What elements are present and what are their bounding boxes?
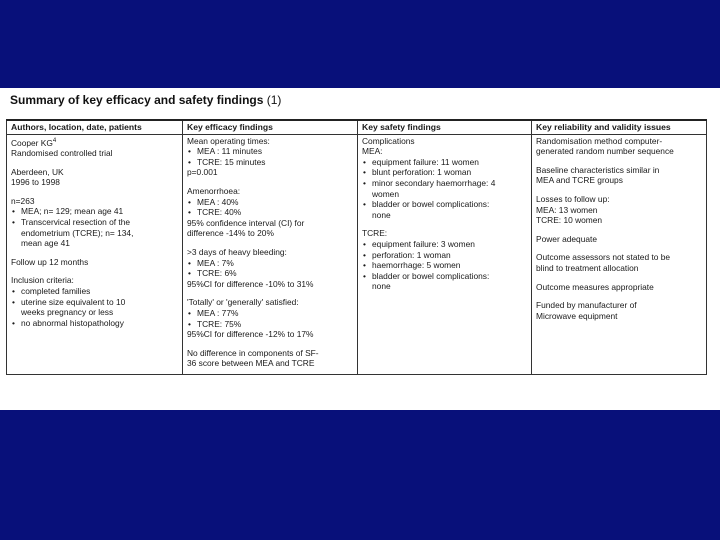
mot-tcre: • TCRE: 15 minutes (187, 157, 353, 168)
amen-ci-1: 95% confidence interval (CI) for (187, 217, 305, 228)
baseline-1: Baseline characteristics similar in (536, 164, 660, 175)
group-tcre-cont2: mean age 41 (21, 238, 70, 249)
mea-complication: • bladder or bowel complications: (362, 199, 527, 210)
sat-ci: 95%CI for difference -12% to 17% (187, 329, 314, 340)
inclusion-item: • uterine size equivalent to 10 (11, 297, 178, 308)
study-author (11, 136, 178, 148)
blinding-2: blind to treatment allocation (536, 262, 639, 273)
randomisation-1: Randomisation method computer- (536, 135, 663, 146)
tcre-complication: • perforation: 1 woman (362, 250, 527, 261)
study-location: Aberdeen, UK (11, 166, 64, 177)
header-reliability: Key reliability and validity issues (532, 120, 707, 134)
slide-content-panel (0, 88, 720, 410)
blinding-1: Outcome assessors not stated to be (536, 252, 671, 263)
table-row (7, 134, 707, 374)
cell-safety (358, 134, 532, 374)
mea-complication: • minor secondary haemorrhage: 4 (362, 178, 527, 189)
mot-mea: • MEA : 11 minutes (187, 146, 353, 157)
outcome-measures: Outcome measures appropriate (536, 281, 654, 292)
mea-complication-cont: women (372, 188, 399, 199)
funding-2: Microwave equipment (536, 310, 618, 321)
amen-ci-2: difference -14% to 20% (187, 228, 274, 239)
tcre-complication: • bladder or bowel complications: (362, 271, 527, 282)
tcre-complication-cont: none (372, 281, 391, 292)
cell-reliability (532, 134, 707, 374)
header-efficacy: Key efficacy findings (183, 120, 358, 134)
sat-mea: • MEA : 77% (187, 308, 353, 319)
losses-tcre: TCRE: 10 women (536, 215, 603, 226)
header-safety: Key safety findings (358, 120, 532, 134)
mea-complication: • equipment failure: 11 women (362, 157, 527, 168)
slide-title-text: Summary of key efficacy and safety findings (10, 93, 264, 107)
inclusion-item: • completed families (11, 286, 178, 297)
tcre-complication: • equipment failure: 3 women (362, 239, 527, 250)
complications-heading: Complications (362, 135, 415, 146)
mea-complication-cont: none (372, 209, 391, 220)
inclusion-item-cont: weeks pregnancy or less (21, 307, 114, 318)
study-design: Randomised controlled trial (11, 147, 113, 158)
amen-heading: Amenorrhoea: (187, 185, 241, 196)
sat-heading: 'Totally' or 'generally' satisfied: (187, 297, 299, 308)
group-tcre: • Transcervical resection of the (11, 217, 178, 228)
cell-efficacy (183, 134, 358, 374)
heavy-mea: • MEA : 7% (187, 258, 353, 269)
tcre-heading: TCRE: (362, 228, 388, 239)
funding-1: Funded by manufacturer of (536, 300, 637, 311)
amen-tcre: • TCRE: 40% (187, 207, 353, 218)
sat-tcre: • TCRE: 75% (187, 319, 353, 330)
slide-title (10, 93, 281, 107)
author-reference: 4 (52, 137, 57, 144)
inclusion-item: • no abnormal histopathology (11, 318, 178, 329)
inclusion-heading: Inclusion criteria: (11, 275, 74, 286)
sf36-line-1: No difference in components of SF- (187, 347, 319, 358)
author-name: Cooper KG (11, 137, 53, 148)
heavy-ci: 95%CI for difference -10% to 31% (187, 278, 314, 289)
mot-heading: Mean operating times: (187, 135, 270, 146)
tcre-complication: • haemorrhage: 5 women (362, 260, 527, 271)
findings-table (6, 119, 707, 375)
group-mea: • MEA; n= 129; mean age 41 (11, 206, 178, 217)
amen-mea: • MEA : 40% (187, 197, 353, 208)
baseline-2: MEA and TCRE groups (536, 175, 623, 186)
cell-authors (7, 134, 183, 374)
sf36-line-2: 36 score between MEA and TCRE (187, 358, 315, 369)
group-tcre-cont1: endometrium (TCRE); n= 134, (21, 227, 134, 238)
study-dates: 1996 to 1998 (11, 177, 60, 188)
study-n-total: n=263 (11, 195, 35, 206)
losses-heading: Losses to follow up: (536, 193, 610, 204)
followup: Follow up 12 months (11, 256, 89, 267)
heavy-heading: >3 days of heavy bleeding: (187, 246, 287, 257)
power-note: Power adequate (536, 233, 597, 244)
header-authors: Authors, location, date, patients (7, 120, 183, 134)
mea-complication: • blunt perforation: 1 woman (362, 167, 527, 178)
mot-p-value: p=0.001 (187, 167, 218, 178)
slide-title-suffix: (1) (266, 93, 282, 107)
randomisation-2: generated random number sequence (536, 146, 674, 157)
mea-heading: MEA: (362, 146, 383, 157)
table-header-row (7, 120, 707, 134)
heavy-tcre: • TCRE: 6% (187, 268, 353, 279)
losses-mea: MEA: 13 women (536, 204, 598, 215)
